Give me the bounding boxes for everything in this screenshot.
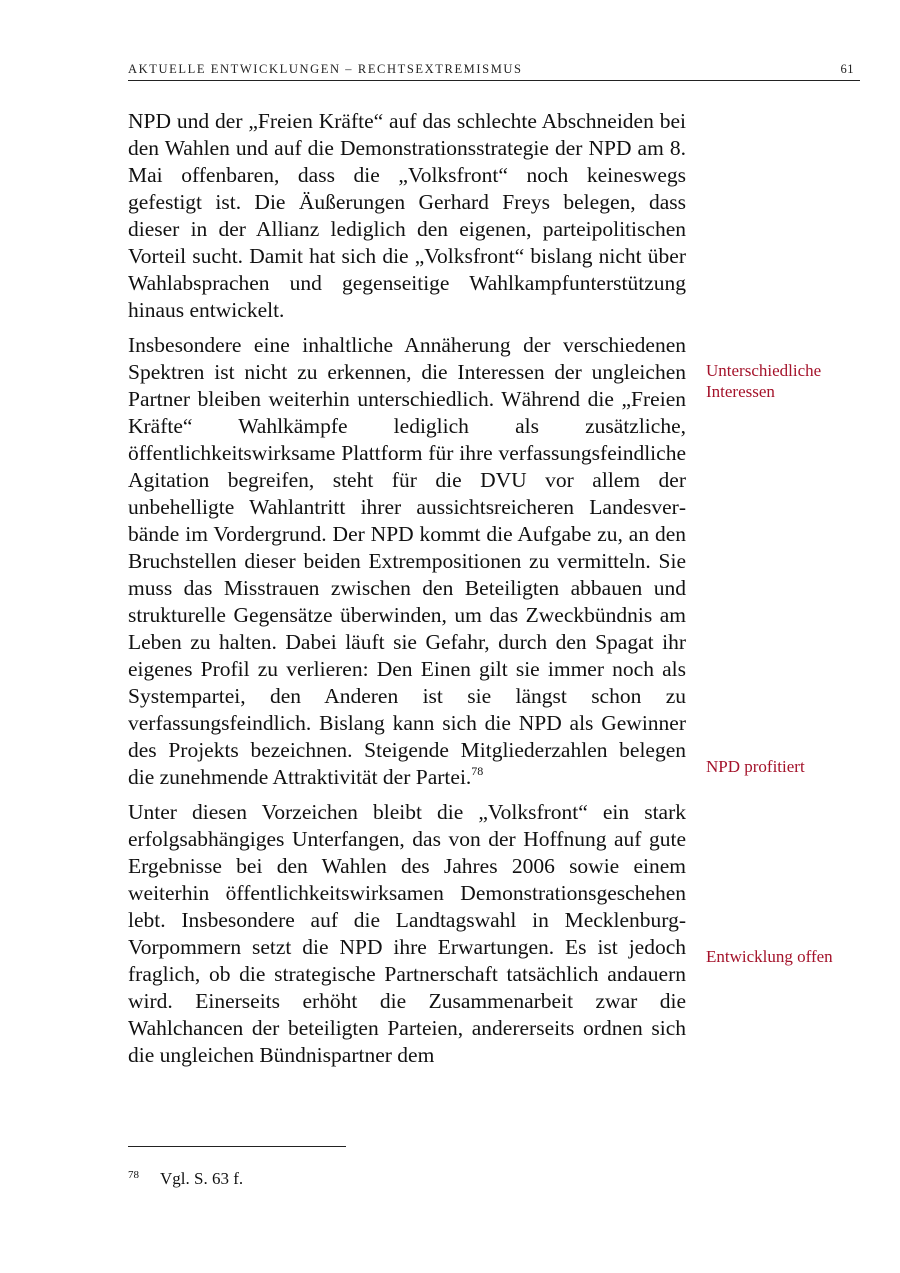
paragraph-3: Unter diesen Vorzeichen bleibt die „Volksfront“ ein stark erfolgsabhängiges Unterfangen, das von der Hoffnung auf gute Ergebnisse bei den Wahlen des Jahres 2006 sowie einem weiterhin öffentlichkeitswirksamen Demonstrationsgeschehen lebt. Insbesondere auf die Landtagswahl in Mecklenburg-Vorpommern setzt die NPD ihre Erwartungen. Es ist jedoch fraglich, ob die strategische Partnerschaft tatsächlich andauern wird. Einerseits erhöht die Zusammenarbeit zwar die Wahlchancen der beteiligten Parteien, andererseits ordnen sich die ungleichen Bündnispartner dem — [128, 800, 686, 1067]
footnote-text: Vgl. S. 63 f. — [160, 1169, 244, 1188]
paragraph-2 — [128, 332, 686, 791]
paragraph-1: NPD und der „Freien Kräfte“ auf das schlechte Abschneiden bei den Wahlen und auf die Demonstrationsstrategie der NPD am 8. Mai offenbaren, dass die „Volksfront“ noch keineswegs gefestigt ist. Die Äußerungen Gerhard Freys belegen, dass dieser in der Allianz lediglich den eigenen, parteipolitischen Vorteil sucht. Damit hat sich die „Volksfront“ bislang nicht über Wahlabsprachen und gegenseitige Wahlkampfunterstützung hinaus entwickelt. — [128, 109, 686, 322]
footnote — [128, 1164, 243, 1190]
footnote-separator — [128, 1146, 346, 1147]
body-text — [128, 108, 686, 1077]
margin-note-entwicklung-offen: Entwicklung offen — [706, 947, 833, 966]
footnote-ref[interactable]: 78 — [471, 764, 484, 778]
running-header — [128, 62, 860, 81]
paragraph-2-text: Insbesondere eine inhaltliche Annäherung der verschiedenen Spektren ist nicht zu erkennen, die Interessen der ungleichen Partner bleiben weiterhin unterschiedlich. Während die „Freien Kräfte“ Wahlkämpfe lediglich als zusätzliche, öffentlichkeitswirksame Plattform für ihre verfassungsfeindliche Agitation begreifen, steht für die DVU vor allem der unbehelligte Wahlantritt ihrer aussichtsreicheren Landesverbände im Vordergrund. Der NPD kommt die Aufgabe zu, an den Bruchstellen dieser beiden Extrempositionen zu vermitteln. Sie muss das Misstrauen zwischen den Beteiligten abbauen und strukturelle Gegensätze überwinden, um das Zweckbündnis am Leben zu halten. Dabei läuft sie Gefahr, durch den Spagat ihr eigenes Profil zu verlieren: Den Einen gilt sie immer noch als Systempartei, den Anderen ist sie längst schon zu verfassungsfeindlich. Bislang kann sich die NPD als Gewinner des Projekts bezeichnen. Steigende Mitgliederzahlen belegen die zunehmende Attraktivität der Partei. — [128, 333, 686, 789]
margin-note-interessen: Unterschiedliche Interessen — [706, 361, 822, 401]
footnote-number: 78 — [128, 1169, 139, 1181]
margin-note-npd-profitiert: NPD profitiert — [706, 757, 805, 776]
header-title: AKTUELLE ENTWICKLUNGEN – RECHTSEXTREMISMUS — [128, 62, 523, 76]
page-number: 61 — [840, 62, 854, 76]
